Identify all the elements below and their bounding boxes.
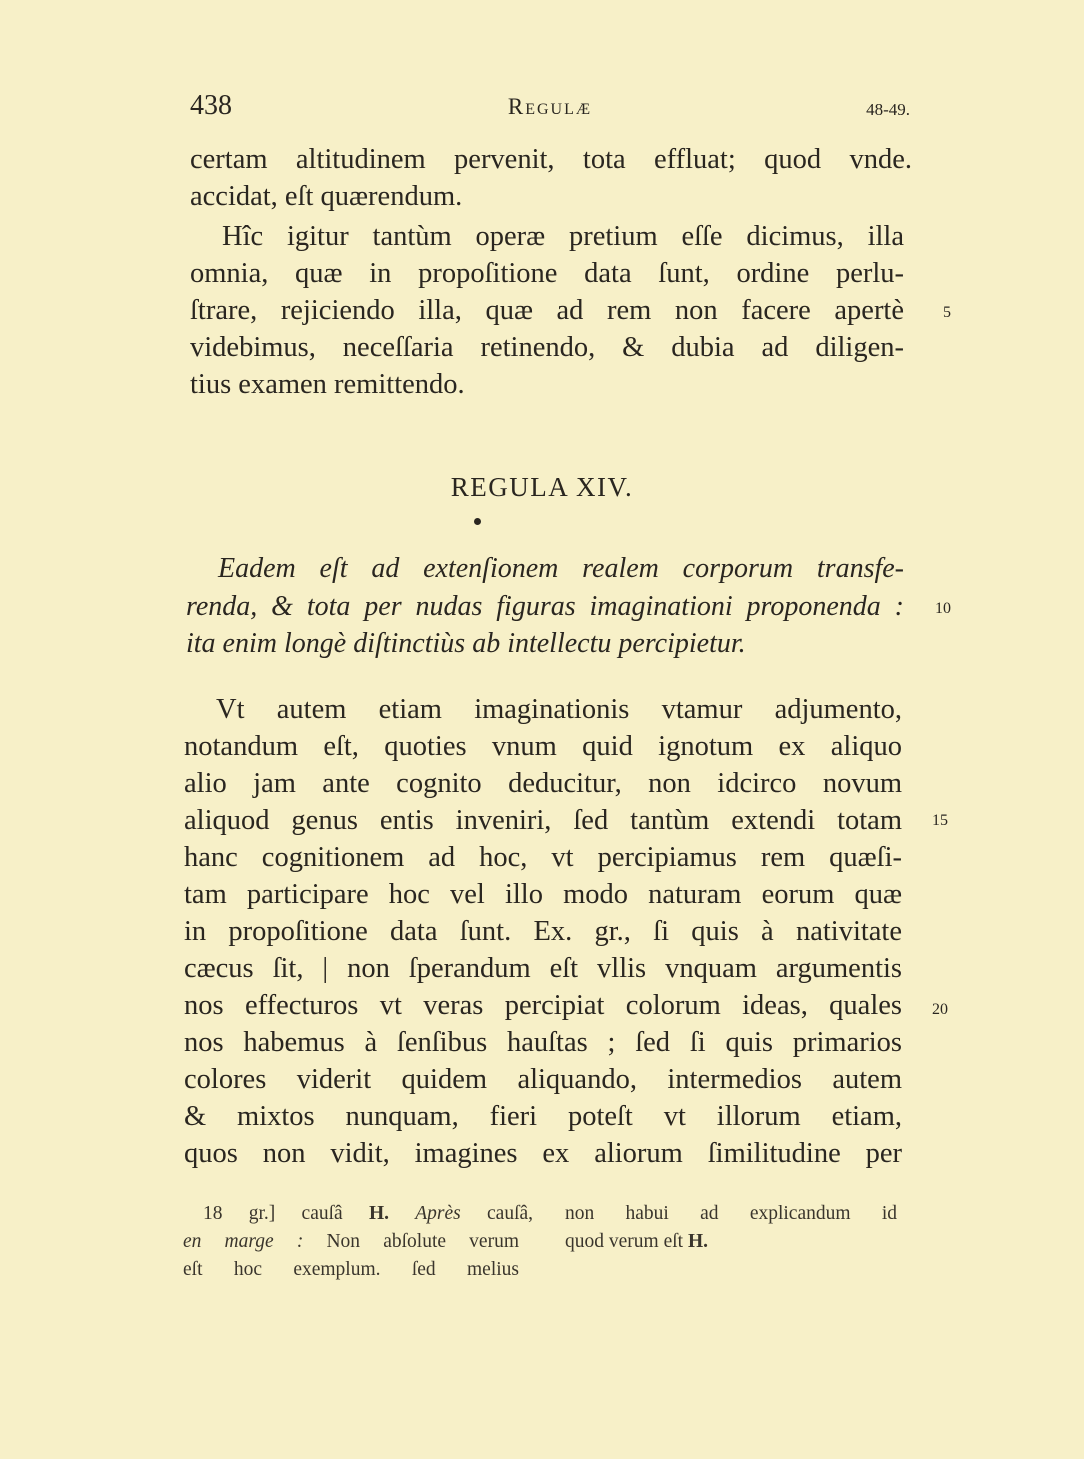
running-header [190, 90, 910, 130]
rule-line: renda, & tota per nudas figuras imaginationi proponenda : [186, 591, 904, 622]
text-line: & mixtos nunquam, fieri poteſt vt illorum etiam, [184, 1101, 902, 1132]
text-line: alio jam ante cognito deducitur, non idcirco novum [184, 768, 902, 799]
text-line: Hîc igitur tantùm operæ pretium eſſe dicimus, illa [222, 221, 904, 252]
rule-line: ita enim longè diſtinctiùs ab intellectu percipietur. [186, 628, 746, 659]
line-number: 5 [943, 304, 951, 321]
footnote-line: 18 gr.] cauſâ H. Après cauſâ, [203, 1203, 534, 1224]
ornament-dot [474, 518, 481, 525]
footnote-line: eſt hoc exemplum. ſed melius [183, 1259, 519, 1280]
rule-heading: REGULA XIV. [450, 472, 634, 502]
text-line: hanc cognitionem ad hoc, vt percipiamus rem quæſi- [184, 842, 902, 873]
text-line: quos non vidit, imagines ex aliorum ſimilitudine per [184, 1138, 902, 1169]
text-line: accidat, eſt quærendum. [190, 181, 463, 212]
line-number: 20 [932, 1001, 948, 1018]
text-line: nos habemus à ſenſibus hauſtas ; ſed ſi quis primarios [184, 1027, 902, 1058]
text-line: videbimus, neceſſaria retinendo, & dubia ad diligen- [190, 332, 904, 363]
text-line: omnia, quæ in propoſitione data ſunt, ordine perlu- [190, 258, 904, 289]
text-line: tam participare hoc vel illo modo naturam eorum quæ [184, 879, 902, 910]
footnote-line: quod verum eſt H. [565, 1231, 708, 1252]
footnote-line: en marge : Non abſolute verum [183, 1231, 519, 1252]
text-line: colores viderit quidem aliquando, intermedios autem [184, 1064, 902, 1095]
text-line: certam altitudinem pervenit, tota effluat; quod vnde. [190, 144, 912, 175]
text-line: tius examen remittendo. [190, 369, 465, 400]
text-line: aliquod genus entis inveniri, ſed tantùm extendi totam [184, 805, 902, 836]
page-range: 48-49. [866, 100, 910, 119]
running-title: Regulæ [507, 94, 593, 119]
text-line: nos effecturos vt veras percipiat colorum ideas, quales [184, 990, 902, 1021]
text-line: ſtrare, rejiciendo illa, quæ ad rem non facere apertè [190, 295, 904, 326]
line-number: 15 [932, 812, 948, 829]
text-line: notandum eſt, quoties vnum quid ignotum ex aliquo [184, 731, 902, 762]
footnote-line: non habui ad explicandum id [565, 1203, 897, 1224]
text-line: in propoſitione data ſunt. Ex. gr., ſi quis à nativitate [184, 916, 902, 947]
page-number: 438 [190, 90, 232, 121]
line-number: 10 [935, 600, 951, 617]
rule-line: Eadem eſt ad extenſionem realem corporum transfe- [218, 553, 904, 584]
text-line: Vt autem etiam imaginationis vtamur adjumento, [216, 694, 902, 725]
text-line: cæcus ſit, | non ſperandum eſt vllis vnquam argumentis [184, 953, 902, 984]
